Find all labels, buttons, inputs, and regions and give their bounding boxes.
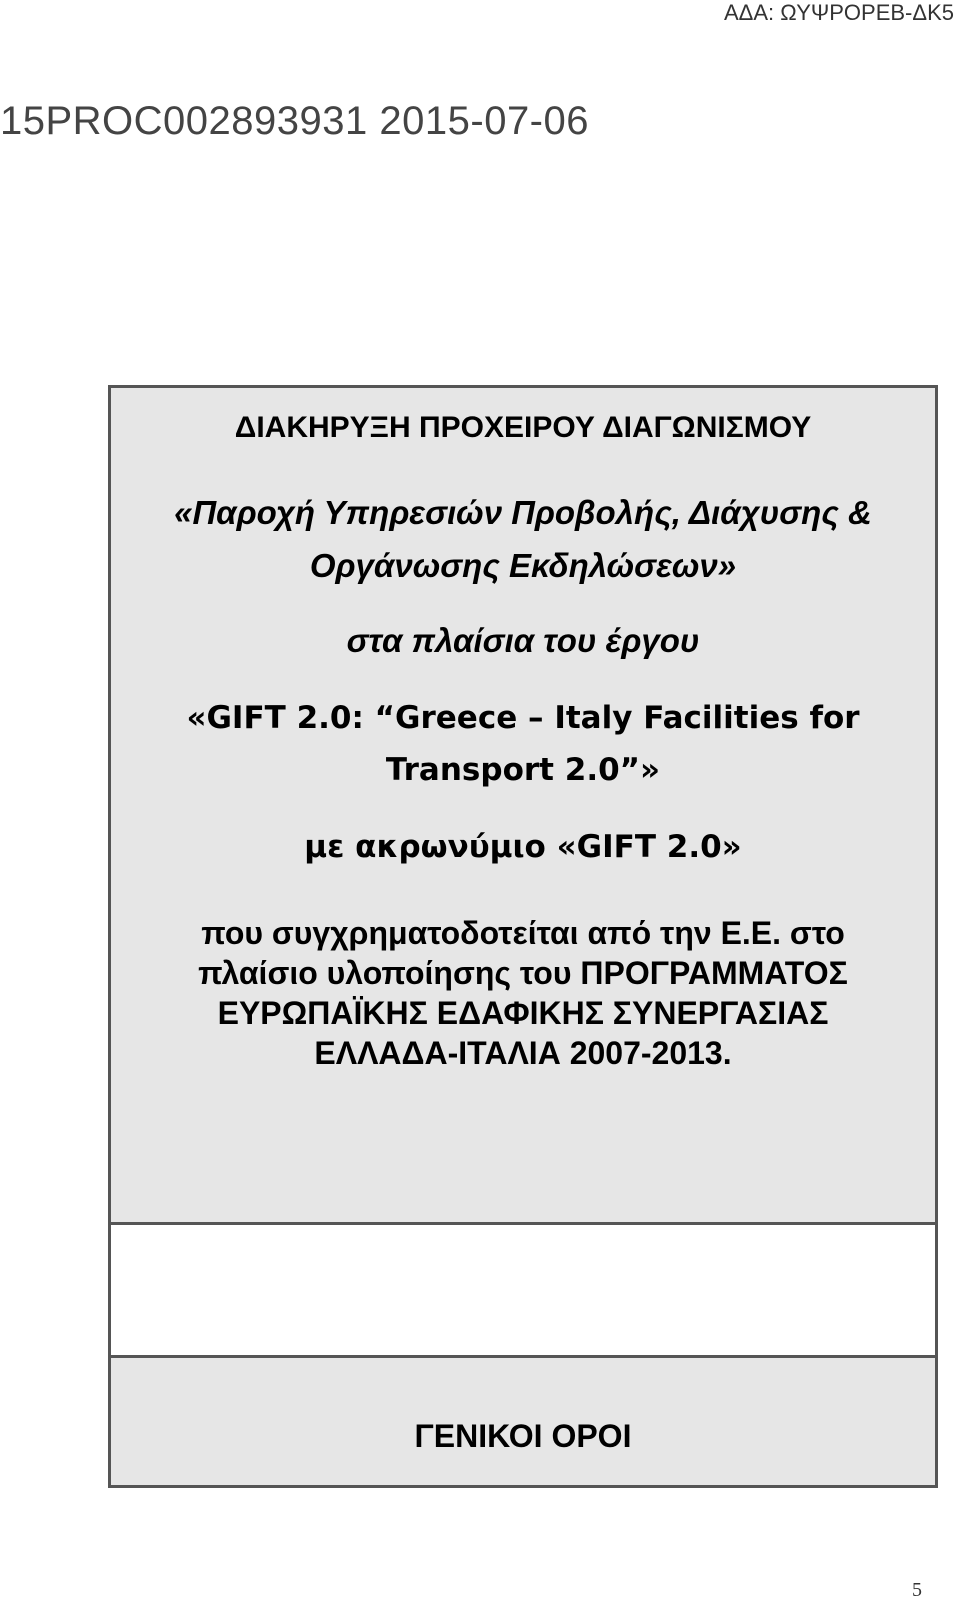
title-panel	[108, 385, 938, 1225]
blank-panel	[108, 1222, 938, 1358]
general-terms-panel	[108, 1355, 938, 1488]
tender-heading: ΔΙΑΚΗΡΥΞΗ ΠΡΟΧΕΙΡΟΥ ΔΙΑΓΩΝΙΣΜΟΥ	[234, 411, 812, 444]
ada-code: ΑΔΑ: ΩΥΨΡΟΡΕΒ-ΔΚ5	[723, 0, 954, 25]
project-title-line-2: Transport 2.0”»	[385, 752, 661, 788]
document-frame	[108, 385, 938, 1488]
cofunding-line-2: πλαίσιο υλοποίησης του ΠΡΟΓΡΑΜΜΑΤΟΣ	[198, 955, 848, 991]
page-number: 5	[912, 1579, 922, 1601]
service-title-line-2: Οργάνωσης Εκδηλώσεων»	[309, 547, 737, 584]
project-acronym: με ακρωνύμιο «GIFT 2.0»	[304, 829, 742, 865]
cofunding-line-4: ΕΛΛΑΔΑ-ΙΤΑΛΙΑ 2007-2013.	[314, 1035, 732, 1071]
service-title-line-1: «Παροχή Υπηρεσιών Προβολής, Διάχυσης &	[174, 494, 872, 531]
cofunding-line-3: ΕΥΡΩΠΑΪΚΗΣ ΕΔΑΦΙΚΗΣ ΣΥΝΕΡΓΑΣΙΑΣ	[217, 995, 829, 1031]
project-context-text: στα πλαίσια του έργου	[346, 622, 700, 659]
document-id: 15PROC002893931 2015-07-06	[0, 99, 589, 143]
cofunding-line-1: που συγχρηματοδοτείται από την Ε.Ε. στο	[201, 915, 845, 951]
general-terms-title: ΓΕΝΙΚΟΙ ΟΡΟΙ	[414, 1418, 632, 1454]
project-title-line-1: «GIFT 2.0: “Greece – Italy Facilities for	[186, 700, 860, 736]
